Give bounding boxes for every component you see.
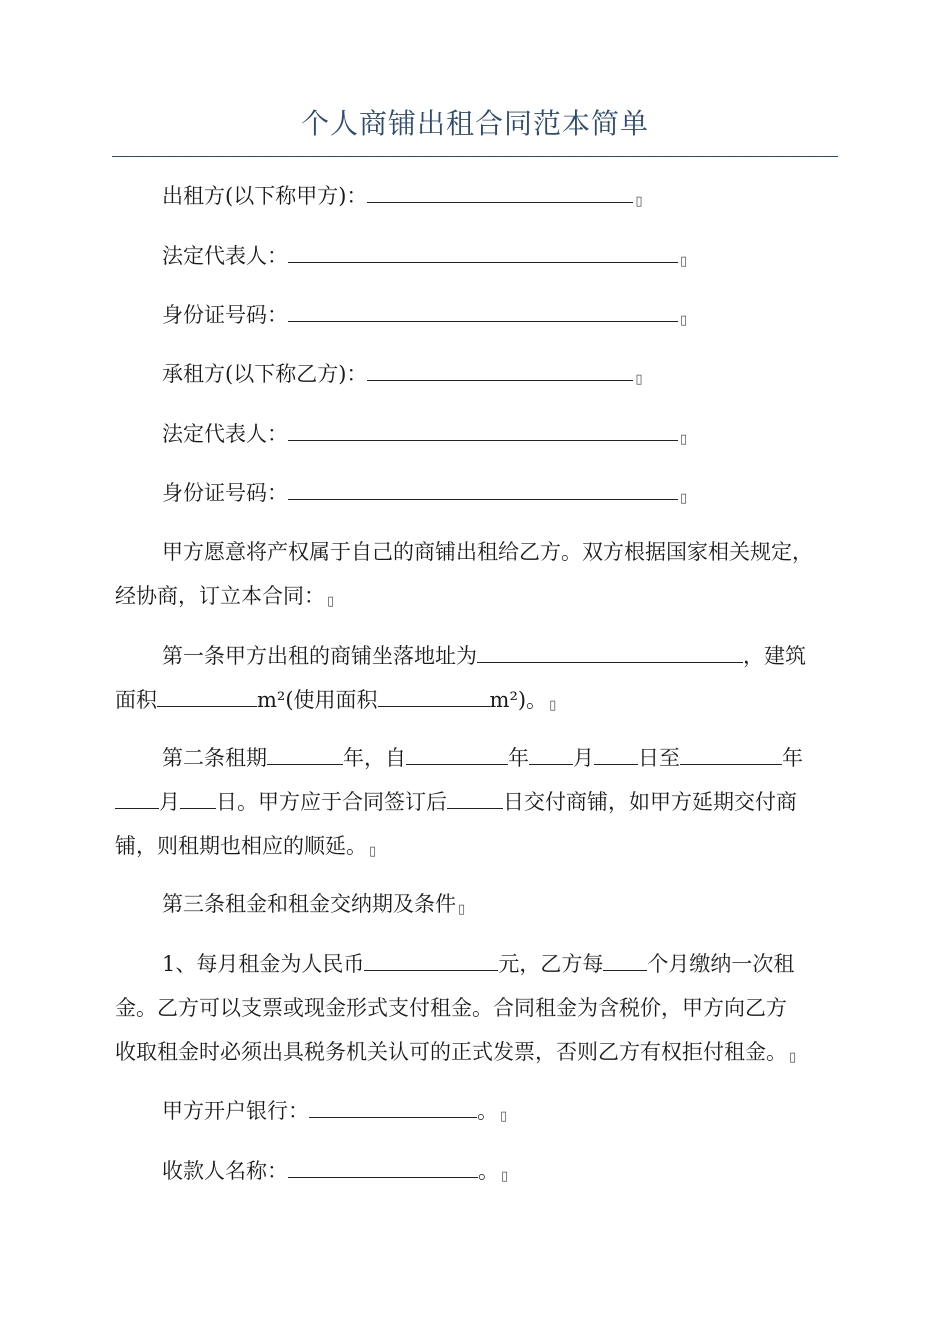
intro-line-2: [115, 582, 334, 616]
start-day-blank: [594, 746, 638, 765]
party-b-blank: [367, 362, 633, 381]
article-2-text-7: 月: [159, 790, 180, 814]
article-2-text-4: 月: [573, 746, 594, 770]
party-a-blank: [367, 184, 633, 203]
article-3-heading: 第三条租金和租金交纳期及条件: [162, 892, 456, 916]
article-2-text-3: 年: [508, 746, 529, 770]
start-month-blank: [529, 746, 573, 765]
payee-blank: [288, 1159, 478, 1178]
article-3-heading-line: [162, 890, 465, 924]
article-2-text-8: 日。甲方应于合同签订后: [216, 790, 447, 814]
article-1-line-1: [162, 642, 806, 670]
party-b-rep-blank: [288, 422, 678, 441]
paragraph-mark-icon: ▯: [680, 313, 688, 328]
paragraph-mark-icon: ▯: [500, 1109, 508, 1124]
article-2-line-3: [115, 832, 376, 866]
paragraph-mark-icon: ▯: [327, 594, 335, 609]
paragraph-mark-icon: ▯: [680, 254, 688, 269]
party-a-rep-label: 法定代表人：: [162, 244, 288, 268]
bank-end: 。: [477, 1099, 498, 1123]
party-a-rep-blank: [288, 244, 678, 263]
article-2-text-6: 年: [782, 746, 803, 770]
paragraph-mark-icon: ▯: [680, 491, 688, 506]
article-2-line-2: [115, 788, 797, 816]
paragraph-mark-icon: ▯: [501, 1169, 509, 1184]
article-1-line-2: [115, 686, 556, 720]
paragraph-mark-icon: ▯: [635, 194, 643, 209]
bank-label: 甲方开户银行：: [162, 1099, 309, 1123]
bank-line: [162, 1097, 507, 1131]
clause-1-line-2: 金。乙方可以支票或现金形式支付租金。合同租金为含税价，甲方向乙方: [115, 996, 787, 1020]
monthly-rent-blank: [364, 952, 498, 971]
payee-line: [162, 1157, 508, 1191]
party-b-rep-line: [162, 420, 687, 454]
clause-1-text-3: 个月缴纳一次租: [647, 952, 795, 976]
party-b-line: [162, 360, 643, 394]
paragraph-mark-icon: ▯: [680, 432, 688, 447]
paragraph-mark-icon: ▯: [789, 1050, 797, 1065]
article-1-text-4: m²(使用面积: [257, 688, 378, 712]
end-day-blank: [180, 790, 216, 809]
article-2-text-10: 铺，则租期也相应的顺延。: [115, 834, 367, 858]
building-area-blank: [157, 688, 257, 707]
party-a-label: 出租方(以下称甲方)：: [162, 184, 368, 208]
address-blank: [477, 644, 743, 663]
article-1-text-5: m²)。: [489, 688, 548, 712]
article-1-text-3: 面积: [115, 688, 157, 712]
paragraph-mark-icon: ▯: [369, 844, 377, 859]
paragraph-mark-icon: ▯: [458, 902, 466, 917]
article-2-text-5: 日至: [638, 746, 680, 770]
party-b-label: 承租方(以下称乙方)：: [162, 362, 368, 386]
party-a-id-label: 身份证号码：: [162, 303, 288, 327]
party-b-id-blank: [288, 481, 678, 500]
party-b-rep-label: 法定代表人：: [162, 422, 288, 446]
party-b-id-line: [162, 479, 687, 513]
clause-1-text-2: 元，乙方每: [498, 952, 604, 976]
paragraph-mark-icon: ▯: [549, 698, 557, 713]
payee-label: 收款人名称：: [162, 1159, 288, 1183]
clause-1-line-1: [162, 950, 794, 978]
clause-1-line-3: [115, 1038, 796, 1072]
title-divider: [112, 156, 838, 157]
bank-blank: [309, 1099, 477, 1118]
article-1-text-1: 第一条甲方出租的商铺坐落地址为: [162, 644, 477, 668]
end-month-blank: [115, 790, 159, 809]
end-year-blank: [680, 746, 782, 765]
usable-area-blank: [378, 688, 490, 707]
delivery-days-blank: [447, 790, 503, 809]
clause-1-text-4: 收取租金时必须出具税务机关认可的正式发票，否则乙方有权拒付租金。: [115, 1040, 787, 1064]
payment-interval-blank: [603, 952, 647, 971]
party-a-id-line: [162, 301, 687, 335]
party-a-id-blank: [288, 303, 678, 322]
article-2-text-2: 年，自: [343, 746, 406, 770]
party-b-id-label: 身份证号码：: [162, 481, 288, 505]
article-2-line-1: [162, 744, 803, 772]
article-2-text-9: 日交付商铺，如甲方延期交付商: [503, 790, 797, 814]
paragraph-mark-icon: ▯: [635, 372, 643, 387]
start-year-blank: [406, 746, 508, 765]
clause-1-text-1: 1、每月租金为人民币: [162, 952, 365, 976]
article-2-text-1: 第二条租期: [162, 746, 267, 770]
article-1-text-2: ，建筑: [743, 644, 806, 668]
intro-line-1: 甲方愿意将产权属于自己的商铺出租给乙方。双方根据国家相关规定，: [162, 540, 813, 564]
term-years-blank: [267, 746, 343, 765]
party-a-line: [162, 182, 643, 216]
party-a-rep-line: [162, 242, 687, 276]
payee-end: 。: [478, 1159, 499, 1183]
intro-line-2-text: 经协商，订立本合同：: [115, 584, 325, 608]
document-title: 个人商铺出租合同范本简单: [300, 107, 649, 140]
